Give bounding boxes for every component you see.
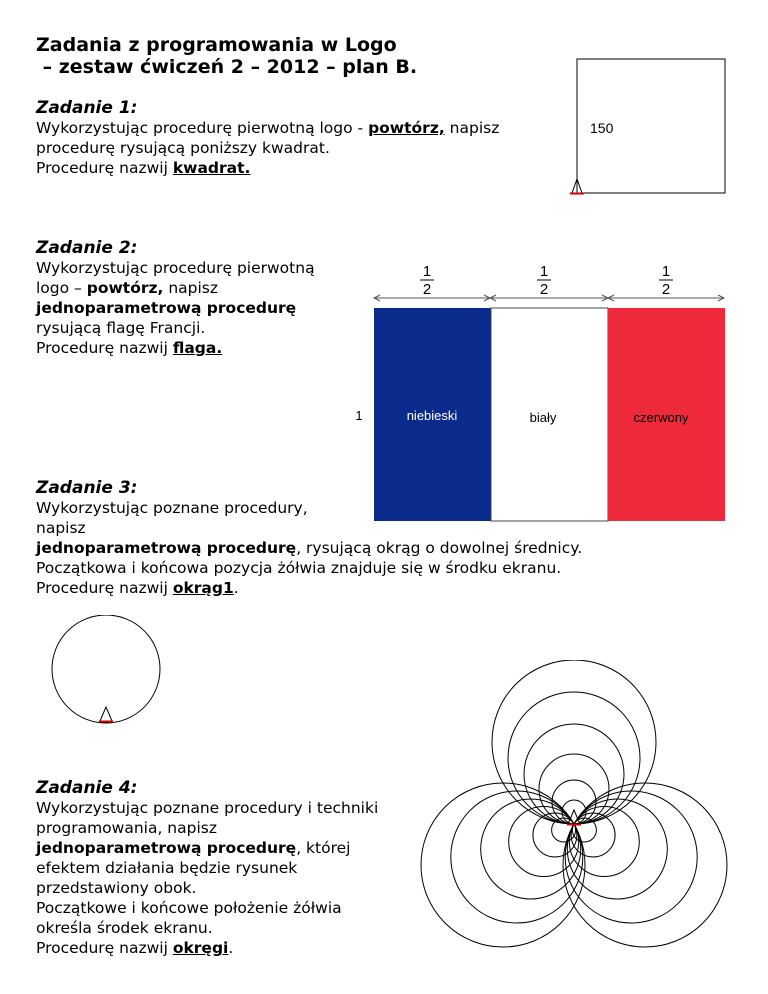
stripe-label-red: czerwony [633,410,689,425]
task2-line-5 [36,338,315,358]
task2-heading: Zadanie 2: [36,238,138,258]
task3-line-2: napisz [36,519,86,537]
task3-line-5 [36,578,582,598]
page-title [36,34,417,78]
pattern-circle [492,660,656,824]
fraction-2 [537,263,551,298]
task1-section [36,98,499,178]
circles-pattern-figure [416,660,732,986]
task4-section [36,778,378,958]
task2-text-b: napisz [163,279,219,297]
task4-line-6: Początkowe i końcowe położenie żółwia [36,899,342,917]
task1-text-a: Wykorzystując procedurę pierwotną logo - [36,119,369,137]
task1-line-2: procedurę rysującą poniższy kwadrat. [36,139,330,157]
fraction-1-numerator: 1 [422,263,432,280]
task4-line-7: określa środek ekranu. [36,919,213,937]
task1-text-c: Procedurę nazwij [36,159,173,177]
fraction-3-numerator: 1 [661,263,671,280]
task4-line-3 [36,838,378,858]
turtle-icon [99,707,113,722]
task3-text-b: Procedurę nazwij [36,579,173,597]
flag-height-label: 1 [355,408,363,423]
task2-section [36,238,315,358]
pattern-circle [552,780,596,824]
task4-line-4: efektem działania będzie rysunek [36,859,298,877]
task4-line-5: przedstawiony obok. [36,879,197,897]
task2-text-a: logo – [36,279,87,297]
square-figure [570,55,730,200]
task2-keyword-param: jednoparametrową procedurę [36,299,297,317]
circles-group [421,660,727,947]
square-size-label: 150 [590,120,614,136]
fraction-2-denominator: 2 [539,281,549,298]
procedure-name-okrag1: okrąg1 [172,579,234,597]
task3-text-c: . [233,579,239,597]
task4-line-1: Wykorzystując poznane procedury i techniki [36,799,379,817]
task3-section [36,478,582,598]
stripe-label-blue: niebieski [406,408,458,423]
task4-text-a: , której [296,839,351,857]
task3-line-3 [36,538,582,558]
task1-heading: Zadanie 1: [36,98,138,118]
fraction-3 [659,263,673,298]
task3-keyword-param: jednoparametrową procedurę [36,539,297,557]
task4-heading: Zadanie 4: [36,778,138,798]
task1-text-b: napisz [444,119,500,137]
task2-line-4: rysującą flagę Francji. [36,319,206,337]
fraction-1-denominator: 2 [422,281,432,298]
task1-line-1 [36,118,499,138]
keyword-repeat-2: powtórz, [86,279,164,297]
pattern-circle [508,692,640,824]
stripe-label-white: biały [529,410,557,425]
task2-line-1: Wykorzystując procedurę pierwotną [36,259,315,277]
procedure-name-okregi: okręgi [172,939,229,957]
task2-line-2 [36,278,315,298]
keyword-repeat: powtórz, [368,119,445,137]
task4-text-c: . [228,939,234,957]
task3-heading: Zadanie 3: [36,478,138,498]
title-line-1: Zadania z programowania w Logo [36,34,397,56]
task3-line-1: Wykorzystując poznane procedury, [36,499,308,517]
task3-line-4: Początkowa i końcowa pozycja żółwia znajduje się w środku ekranu. [36,559,562,577]
fraction-3-denominator: 2 [661,281,671,298]
procedure-name-flaga: flaga. [172,339,223,357]
task4-line-8 [36,938,378,958]
fraction-2-numerator: 1 [539,263,549,280]
task1-line-3 [36,158,499,178]
task3-text-a: , rysującą okrąg o dowolnej średnicy. [296,539,583,557]
procedure-name-kwadrat: kwadrat. [172,159,251,177]
circle-figure [44,615,174,727]
task2-text-c: Procedurę nazwij [36,339,173,357]
task4-keyword-param: jednoparametrową procedurę [36,839,297,857]
fraction-1 [420,263,434,298]
task4-text-b: Procedurę nazwij [36,939,173,957]
title-line-2: – zestaw ćwiczeń 2 – 2012 – plan B. [36,56,418,78]
task4-line-2: programowania, napisz [36,819,217,837]
